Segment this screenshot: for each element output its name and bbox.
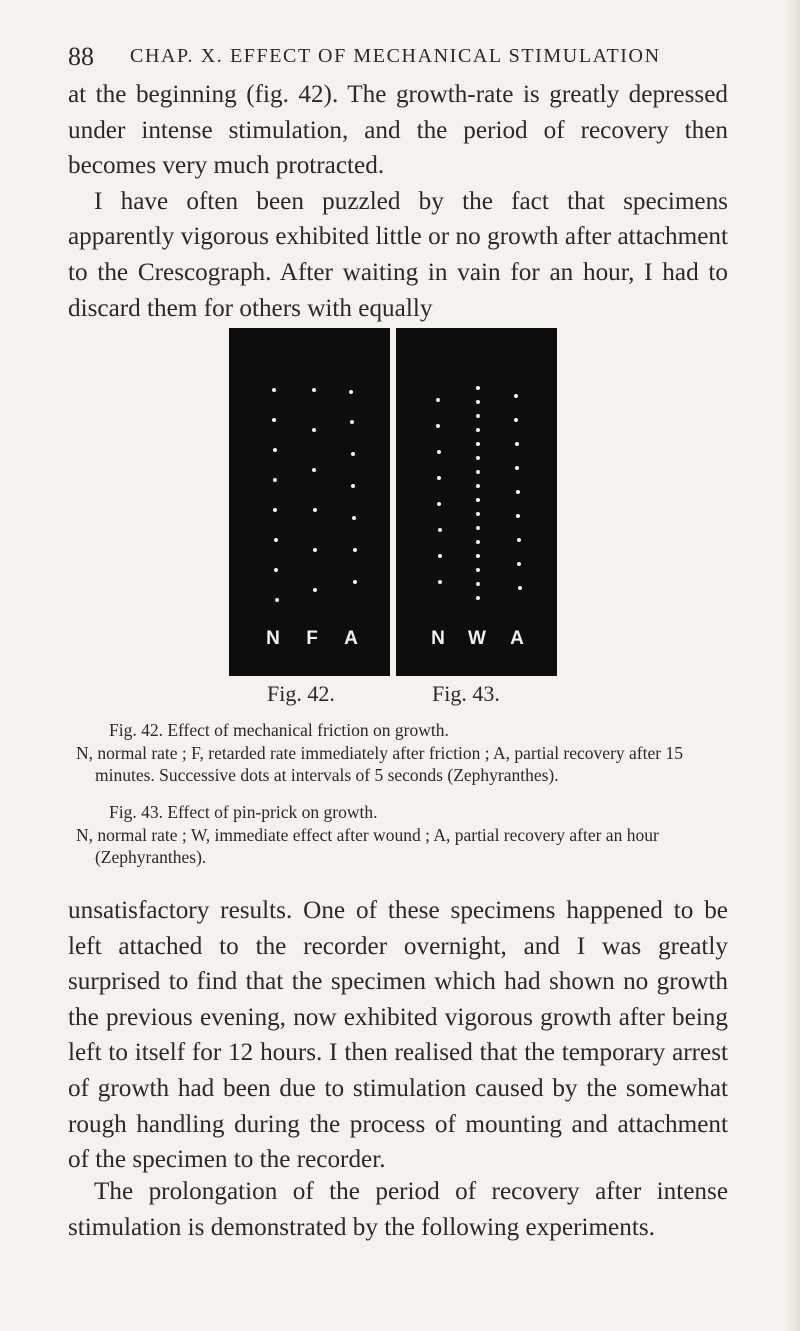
fig42-caption-title: Fig. 42. Effect of mechanical friction on growth. [109, 720, 449, 740]
paragraph-top-line-1: at the beginning (fig. 42). The growth-rate is greatly depressed under intense stimulation, and the period of recovery then becomes very much protracted. [68, 81, 728, 180]
figure-labels [0, 681, 800, 715]
fig42-caption [76, 719, 686, 787]
page-number: 88 [68, 42, 94, 71]
fig42-caption-body: N, normal rate ; F, retarded rate immediately after friction ; A, partial recovery after 15 minutes. Successive dots at intervals of 5 seconds (Zephyranthes). [76, 742, 683, 786]
running-head: CHAP. X. EFFECT OF MECHANICAL STIMULATION [130, 45, 661, 67]
fig42-label-n: N [266, 628, 280, 649]
page-edge-shadow [786, 0, 800, 1331]
fig43-label-a: A [510, 628, 524, 649]
paragraph-top-line-2: I have often been puzzled by the fact that specimens apparently vigorous exhibited little or no growth after attachment to the Crescograph. After waiting in vain for an hour, I had to discard them for others with equally [68, 187, 728, 322]
fig43-caption-title: Fig. 43. Effect of pin-prick on growth. [109, 802, 378, 822]
page-header [68, 42, 728, 82]
fig43-caption [76, 801, 686, 869]
fig43-caption-body: N, normal rate ; W, immediate effect after wound ; A, partial recovery after an hour (Zephyranthes). [76, 824, 659, 868]
fig42-label: Fig. 42. [267, 681, 335, 706]
paragraph-middle: unsatisfactory results. One of these specimens happened to be left attached to the recorder overnight, and I was greatly surprised to find that the specimen which had shown no growth the previous evening, now exhibited vigorous growth after being left to itself for 12 hours. I then realised that the temporary arrest of growth had been due to stimulation caused by the somewhat rough handling during the process of mounting and attachment of the specimen to the recorder. [68, 897, 728, 1174]
paragraph-bottom-text: The prolongation of the period of recovery after intense stimulation is demonstrated by the following experiments. [68, 1178, 728, 1241]
fig42-label-f: F [306, 628, 318, 649]
fig43-label: Fig. 43. [432, 681, 500, 706]
fig42-plate [229, 328, 390, 676]
fig43-label-w: W [468, 628, 486, 649]
fig43-plate [396, 328, 557, 676]
fig42-label-a: A [344, 628, 358, 649]
paragraph-bottom [68, 1174, 728, 1245]
paragraph-top [68, 77, 728, 326]
fig43-label-n: N [431, 628, 445, 649]
